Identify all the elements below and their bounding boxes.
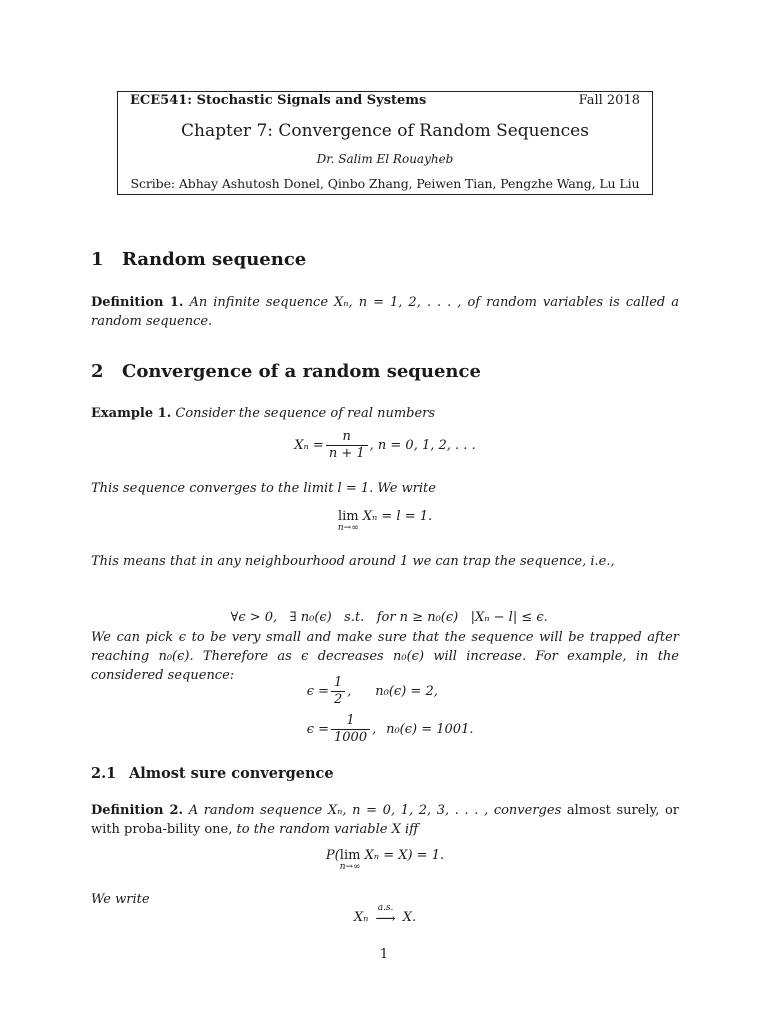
lecturer-name: Dr. Salim El Rouayheb [316,152,454,166]
paragraph-text: This means that in any neighbourhood around 1 we can trap the sequence, i.e., [91,554,615,569]
definition-label: Definition 1. [91,295,184,310]
definition-text-upright: almost surely, or with proba-bility one, [91,803,679,837]
eq-lhs: Xₙ [353,910,369,925]
numerator: n [342,429,351,444]
equation-epsilon-examples [300,672,500,748]
equation-epsilon-definition [91,595,679,625]
subsection-number: 2.1 [91,765,117,782]
definition-text-italic-end: to the random variable X iff [232,822,419,837]
eq-lhs: Xₙ = [294,438,324,453]
scribe-list: Scribe: Abhay Ashutosh Donel, Qinbo Zhang, Peiwen Tian, Pengzhe Wang, Lu Liu [130,176,640,191]
eq-lhs: ϵ = [306,721,329,737]
denominator: n + 1 [326,445,368,462]
eq-lhs: ϵ = [306,683,329,699]
paragraph-neighbourhood [91,552,679,571]
paragraph-converges [91,479,679,498]
definition-label: Definition 2. [91,803,184,818]
denominator: 2 [331,691,345,708]
section-title: Convergence of a random sequence [122,361,481,382]
definition-text: An infinite sequence Xₙ, n = 1, 2, . . . , of random variables is called a random sequence. [91,295,679,329]
eq-rhs: , n = 0, 1, 2, . . . [369,438,476,453]
equation-limit [91,509,679,533]
section-number: 1 [91,249,104,270]
numerator: 1 [346,712,355,728]
limit-subscript: n→∞ [339,862,361,872]
chapter-title: Chapter 7: Convergence of Random Sequences [181,121,589,141]
eq-prefix: P( [325,848,340,863]
labelled-arrow [376,904,396,925]
term-label: Fall 2018 [578,93,640,108]
definition-2 [91,801,679,839]
course-title: ECE541: Stochastic Signals and Systems [130,93,427,108]
example-text: Consider the sequence of real numbers [175,406,436,421]
fraction [331,675,345,708]
eq-text: ∀ϵ > 0, ∃ n₀(ϵ) s.t. for n ≥ n₀(ϵ) |Xₙ − l| ≤ ϵ. [230,610,548,625]
limit-word: lim [339,848,361,863]
limit-word: lim [337,509,359,524]
example-label: Example 1. [91,406,172,421]
section-heading-1 [91,249,306,270]
numerator: 1 [334,674,343,690]
definition-text-italic: A random sequence Xₙ, n = 0, 1, 2, 3, . . . , converges [188,803,562,818]
definition-1 [91,293,679,331]
right-arrow-icon: ⟶ [375,911,396,927]
paragraph-text: We write [91,892,150,907]
section-number: 2 [91,361,104,382]
example-1 [91,404,679,423]
equation-almost-sure [91,848,679,872]
epsilon-row-1 [300,672,500,710]
fraction [331,713,370,746]
epsilon-row-2 [300,710,500,748]
denominator: 1000 [331,729,370,746]
eq-rest: Xₙ = l = 1. [362,509,433,524]
eq-rest: Xₙ = X) = 1. [364,848,445,863]
limit-subscript: n→∞ [337,523,359,533]
eq-rhs: X. [402,910,417,925]
page-number: 1 [379,947,389,962]
paragraph-text: This sequence converges to the limit l = 1. We write [91,481,436,496]
comma: , [372,721,377,737]
eq-rhs: n₀(ϵ) = 2, [375,683,438,699]
fraction [326,429,368,462]
comma: , [347,683,352,699]
equation-as-arrow [91,904,679,925]
section-title: Random sequence [122,249,307,270]
paragraph-text: We can pick ϵ to be very small and make sure that the sequence will be trapped after reaching n₀(ϵ). Therefore as ϵ decreases n₀(ϵ) will increase. For example, in the considered sequence: [91,630,679,683]
limit-operator [340,848,361,872]
limit-operator [338,509,359,533]
equation-sequence-definition [91,429,679,462]
section-heading-2 [91,361,481,382]
subsection-title: Almost sure convergence [129,765,334,782]
arrow-label: a.s. [377,903,394,913]
eq-rhs: n₀(ϵ) = 1001. [386,721,474,737]
subsection-heading-2-1 [91,765,334,782]
